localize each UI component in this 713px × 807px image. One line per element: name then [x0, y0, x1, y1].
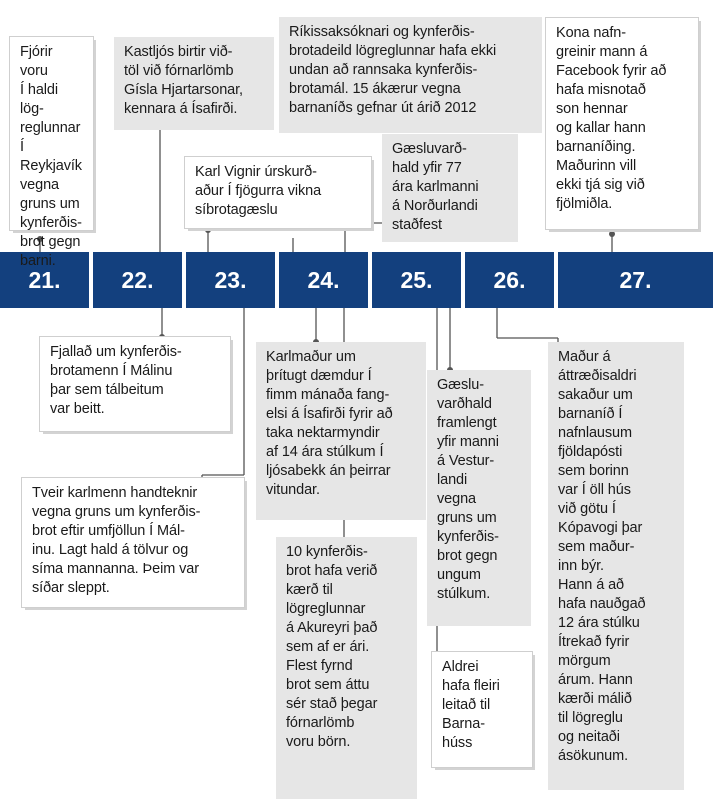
day-21: 21. — [0, 252, 89, 308]
event-25-bottom-a: Gæslu- varðhald framlengt yfir manni á Vestur- landi vegna gruns um kynferðis- brot gegn ungum stúlkum. — [427, 370, 531, 626]
day-23: 23. — [186, 252, 275, 308]
event-26-bottom: Maður á áttræðisaldri sakaður um barnaníð Í nafnlausum fjöldapósti sem borinn var Í öll hús við götu Í Kópavogi þar sem maður- inn býr. Hann á að hafa nauðgað 12 ára stúlku Ítrekað fyrir mörgum árum. Hann kærði málið til lögreglu og neitaði ásökunum. — [548, 342, 684, 790]
event-23-top: Karl Vignir úrskurð- aður Í fjögurra vikna síbrotagæslu — [185, 157, 371, 228]
event-24-bottom-a: Karlmaður um þrítugt dæmdur Í fimm mánaða fang- elsi á Ísafirði fyrir að taka nektarmyndir af 14 ára stúlkum Í ljósabekk án þeirrar vitundar. — [256, 342, 426, 520]
event-23-bottom: Tveir karlmenn handteknir vegna gruns um kynferðis- brot eftir umfjöllun Í Mál- inu. Lagt hald á tölvur og síma mannanna. Þeim var síðar sleppt. — [22, 478, 244, 607]
day-24: 24. — [279, 252, 368, 308]
event-27-top: Kona nafn- greinir mann á Facebook fyrir að hafa misnotað son hennar og kallar hann barnaníðing. Maðurinn vill ekki tjá sig við fjölmiðla. — [546, 18, 698, 229]
event-21-top: Fjórir voru Í haldi lög- reglunnar Í Reykjavík vegna gruns um kynferðis- brot gegn barni. — [10, 37, 93, 230]
event-24-bottom-b: 10 kynferðis- brot hafa verið kærð til lögreglunnar á Akureyri það sem af er ári. Flest fyrnd brot sem áttu sér stað þegar fórnarlömb voru börn. — [276, 537, 417, 799]
day-22: 22. — [93, 252, 182, 308]
day-27: 27. — [558, 252, 713, 308]
day-25: 25. — [372, 252, 461, 308]
event-22-bottom: Fjallað um kynferðis- brotamenn Í Málinu þar sem tálbeitum var beitt. — [40, 337, 230, 431]
event-25-bottom-b: Aldrei hafa fleiri leitað til Barna- húss — [432, 652, 532, 767]
event-24-top: Ríkissaksóknari og kynferðis- brotadeild lögreglunnar hafa ekki undan að rannsaka kynferðis- brotamál. 15 ákærur vegna barnaníðs gefnar út árið 2012 — [279, 17, 542, 133]
event-22-top: Kastljós birtir við- töl við fórnarlömb Gísla Hjartarsonar, kennara á Ísafirði. — [114, 37, 274, 130]
day-26: 26. — [465, 252, 554, 308]
event-25-top: Gæsluvarð- hald yfir 77 ára karlmanni á Norðurlandi staðfest — [382, 134, 518, 242]
